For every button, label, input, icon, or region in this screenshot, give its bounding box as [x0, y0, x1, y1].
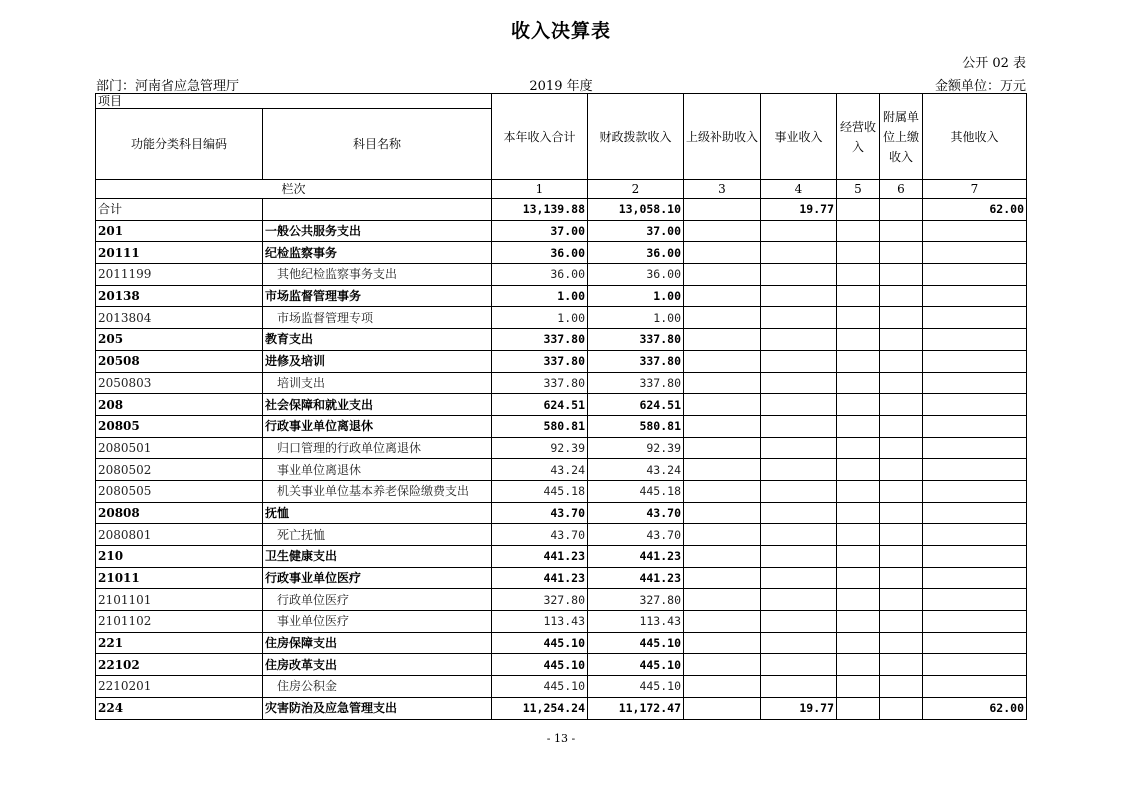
total-income-cell: 327.80 — [492, 589, 588, 611]
affiliate-income-cell — [880, 567, 923, 589]
affiliate-income-cell — [880, 611, 923, 633]
fiscal-income-cell: 37.00 — [588, 220, 684, 242]
operating-income-cell — [837, 372, 880, 394]
table-row — [96, 285, 1027, 307]
column-number: 3 — [684, 180, 761, 199]
other-income-cell — [923, 285, 1027, 307]
business-income-cell — [761, 350, 837, 372]
superior-subsidy-cell — [684, 307, 761, 329]
operating-income-cell — [837, 589, 880, 611]
operating-income-cell — [837, 242, 880, 264]
operating-income-cell — [837, 546, 880, 568]
business-income-cell — [761, 480, 837, 502]
business-income-cell — [761, 242, 837, 264]
superior-subsidy-cell — [684, 220, 761, 242]
superior-subsidy-cell — [684, 567, 761, 589]
fiscal-income-cell: 445.10 — [588, 676, 684, 698]
superior-subsidy-cell — [684, 654, 761, 676]
table-row — [96, 589, 1027, 611]
business-income-cell — [761, 654, 837, 676]
code-cell: 201 — [96, 220, 263, 242]
fiscal-income-cell: 13,058.10 — [588, 199, 684, 221]
business-income-cell — [761, 264, 837, 286]
superior-subsidy-cell — [684, 697, 761, 719]
business-income-cell — [761, 415, 837, 437]
code-cell: 2080505 — [96, 480, 263, 502]
fiscal-income-cell: 43.70 — [588, 524, 684, 546]
operating-income-cell — [837, 307, 880, 329]
total-income-cell: 441.23 — [492, 567, 588, 589]
business-income-cell — [761, 632, 837, 654]
affiliate-income-cell — [880, 415, 923, 437]
business-income-cell — [761, 307, 837, 329]
business-income-cell — [761, 394, 837, 416]
code-cell: 20508 — [96, 350, 263, 372]
name-cell: 灾害防治及应急管理支出 — [263, 697, 492, 719]
header-column-label: 栏次 — [96, 180, 492, 199]
name-cell: 住房保障支出 — [263, 632, 492, 654]
fiscal-income-cell: 441.23 — [588, 546, 684, 568]
fiscal-income-cell: 337.80 — [588, 372, 684, 394]
table-row — [96, 502, 1027, 524]
name-cell: 培训支出 — [263, 372, 492, 394]
name-cell: 死亡抚恤 — [263, 524, 492, 546]
fiscal-income-cell: 580.81 — [588, 415, 684, 437]
name-cell: 行政事业单位医疗 — [263, 567, 492, 589]
name-cell: 市场监督管理专项 — [263, 307, 492, 329]
business-income-cell — [761, 437, 837, 459]
table-row — [96, 264, 1027, 286]
fiscal-income-cell: 43.70 — [588, 502, 684, 524]
code-cell: 合计 — [96, 199, 263, 221]
operating-income-cell — [837, 632, 880, 654]
total-income-cell: 1.00 — [492, 307, 588, 329]
superior-subsidy-cell — [684, 437, 761, 459]
superior-subsidy-cell — [684, 459, 761, 481]
other-income-cell: 62.00 — [923, 199, 1027, 221]
table-row — [96, 199, 1027, 221]
fiscal-income-cell: 11,172.47 — [588, 697, 684, 719]
table-row — [96, 220, 1027, 242]
operating-income-cell — [837, 459, 880, 481]
table-row — [96, 307, 1027, 329]
name-cell: 住房公积金 — [263, 676, 492, 698]
operating-income-cell — [837, 502, 880, 524]
other-income-cell — [923, 480, 1027, 502]
name-cell: 住房改革支出 — [263, 654, 492, 676]
fiscal-income-cell: 92.39 — [588, 437, 684, 459]
total-income-cell: 337.80 — [492, 350, 588, 372]
table-row — [96, 697, 1027, 719]
superior-subsidy-cell — [684, 350, 761, 372]
code-cell: 2080801 — [96, 524, 263, 546]
other-income-cell — [923, 459, 1027, 481]
column-number: 6 — [880, 180, 923, 199]
total-income-cell: 580.81 — [492, 415, 588, 437]
column-number: 1 — [492, 180, 588, 199]
page-title: 收入决算表 — [510, 20, 611, 42]
total-income-cell: 445.10 — [492, 654, 588, 676]
other-income-cell — [923, 350, 1027, 372]
header-other-income: 其他收入 — [923, 94, 1027, 180]
total-income-cell: 337.80 — [492, 329, 588, 351]
other-income-cell — [923, 329, 1027, 351]
fiscal-income-cell: 445.18 — [588, 480, 684, 502]
operating-income-cell — [837, 264, 880, 286]
operating-income-cell — [837, 611, 880, 633]
affiliate-income-cell — [880, 285, 923, 307]
affiliate-income-cell — [880, 654, 923, 676]
operating-income-cell — [837, 394, 880, 416]
table-row — [96, 415, 1027, 437]
name-cell: 一般公共服务支出 — [263, 220, 492, 242]
other-income-cell — [923, 632, 1027, 654]
operating-income-cell — [837, 415, 880, 437]
affiliate-income-cell — [880, 350, 923, 372]
fiscal-income-cell: 113.43 — [588, 611, 684, 633]
table-row — [96, 567, 1027, 589]
table-row — [96, 372, 1027, 394]
superior-subsidy-cell — [684, 264, 761, 286]
operating-income-cell — [837, 676, 880, 698]
name-cell: 机关事业单位基本养老保险缴费支出 — [263, 480, 492, 502]
table-row — [96, 350, 1027, 372]
operating-income-cell — [837, 329, 880, 351]
name-cell: 行政单位医疗 — [263, 589, 492, 611]
superior-subsidy-cell — [684, 546, 761, 568]
superior-subsidy-cell — [684, 611, 761, 633]
affiliate-income-cell — [880, 697, 923, 719]
table-row — [96, 459, 1027, 481]
superior-subsidy-cell — [684, 480, 761, 502]
business-income-cell — [761, 459, 837, 481]
page-number: - 13 - — [546, 732, 576, 745]
superior-subsidy-cell — [684, 372, 761, 394]
business-income-cell — [761, 220, 837, 242]
header-code: 功能分类科目编码 — [96, 109, 263, 180]
business-income-cell — [761, 611, 837, 633]
year-label: 2019 年度 — [529, 79, 593, 94]
business-income-cell: 19.77 — [761, 199, 837, 221]
other-income-cell — [923, 307, 1027, 329]
name-cell — [263, 199, 492, 221]
operating-income-cell — [837, 697, 880, 719]
fiscal-income-cell: 327.80 — [588, 589, 684, 611]
affiliate-income-cell — [880, 307, 923, 329]
operating-income-cell — [837, 437, 880, 459]
table-row — [96, 524, 1027, 546]
form-code: 公开 02 表 — [962, 56, 1026, 71]
code-cell: 20111 — [96, 242, 263, 264]
code-cell: 20138 — [96, 285, 263, 307]
other-income-cell — [923, 676, 1027, 698]
superior-subsidy-cell — [684, 394, 761, 416]
business-income-cell — [761, 329, 837, 351]
superior-subsidy-cell — [684, 415, 761, 437]
name-cell: 纪检监察事务 — [263, 242, 492, 264]
other-income-cell — [923, 654, 1027, 676]
other-income-cell — [923, 567, 1027, 589]
name-cell: 事业单位离退休 — [263, 459, 492, 481]
total-income-cell: 445.10 — [492, 676, 588, 698]
operating-income-cell — [837, 524, 880, 546]
fiscal-income-cell: 1.00 — [588, 307, 684, 329]
header-business-income: 事业收入 — [761, 94, 837, 180]
other-income-cell: 62.00 — [923, 697, 1027, 719]
table-row — [96, 242, 1027, 264]
affiliate-income-cell — [880, 589, 923, 611]
code-cell: 205 — [96, 329, 263, 351]
table-row — [96, 329, 1027, 351]
total-income-cell: 445.18 — [492, 480, 588, 502]
fiscal-income-cell: 43.24 — [588, 459, 684, 481]
name-cell: 抚恤 — [263, 502, 492, 524]
affiliate-income-cell — [880, 394, 923, 416]
business-income-cell: 19.77 — [761, 697, 837, 719]
total-income-cell: 441.23 — [492, 546, 588, 568]
total-income-cell: 37.00 — [492, 220, 588, 242]
header-name: 科目名称 — [263, 109, 492, 180]
superior-subsidy-cell — [684, 285, 761, 307]
affiliate-income-cell — [880, 242, 923, 264]
operating-income-cell — [837, 199, 880, 221]
superior-subsidy-cell — [684, 676, 761, 698]
total-income-cell: 43.24 — [492, 459, 588, 481]
other-income-cell — [923, 502, 1027, 524]
operating-income-cell — [837, 350, 880, 372]
table-row — [96, 480, 1027, 502]
header-superior-subsidy: 上级补助收入 — [684, 94, 761, 180]
code-cell: 210 — [96, 546, 263, 568]
total-income-cell: 337.80 — [492, 372, 588, 394]
header-affiliate-income: 附属单位上缴收入 — [880, 94, 923, 180]
table-row — [96, 437, 1027, 459]
name-cell: 卫生健康支出 — [263, 546, 492, 568]
column-number: 5 — [837, 180, 880, 199]
superior-subsidy-cell — [684, 589, 761, 611]
affiliate-income-cell — [880, 372, 923, 394]
business-income-cell — [761, 676, 837, 698]
affiliate-income-cell — [880, 632, 923, 654]
affiliate-income-cell — [880, 546, 923, 568]
other-income-cell — [923, 394, 1027, 416]
code-cell: 2101101 — [96, 589, 263, 611]
total-income-cell: 13,139.88 — [492, 199, 588, 221]
superior-subsidy-cell — [684, 632, 761, 654]
code-cell: 21011 — [96, 567, 263, 589]
code-cell: 22102 — [96, 654, 263, 676]
affiliate-income-cell — [880, 437, 923, 459]
total-income-cell: 624.51 — [492, 394, 588, 416]
other-income-cell — [923, 220, 1027, 242]
affiliate-income-cell — [880, 329, 923, 351]
name-cell: 市场监督管理事务 — [263, 285, 492, 307]
fiscal-income-cell: 36.00 — [588, 242, 684, 264]
other-income-cell — [923, 242, 1027, 264]
name-cell: 归口管理的行政单位离退休 — [263, 437, 492, 459]
superior-subsidy-cell — [684, 242, 761, 264]
header-item: 项目 — [96, 94, 492, 109]
code-cell: 221 — [96, 632, 263, 654]
code-cell: 2011199 — [96, 264, 263, 286]
table-row — [96, 611, 1027, 633]
total-income-cell: 36.00 — [492, 264, 588, 286]
total-income-cell: 43.70 — [492, 524, 588, 546]
header-operating-income: 经营收入 — [837, 94, 880, 180]
other-income-cell — [923, 524, 1027, 546]
code-cell: 2050803 — [96, 372, 263, 394]
fiscal-income-cell: 1.00 — [588, 285, 684, 307]
operating-income-cell — [837, 567, 880, 589]
code-cell: 20808 — [96, 502, 263, 524]
code-cell: 224 — [96, 697, 263, 719]
other-income-cell — [923, 372, 1027, 394]
other-income-cell — [923, 264, 1027, 286]
column-number: 2 — [588, 180, 684, 199]
code-cell: 2101102 — [96, 611, 263, 633]
fiscal-income-cell: 445.10 — [588, 654, 684, 676]
fiscal-income-cell: 337.80 — [588, 329, 684, 351]
affiliate-income-cell — [880, 502, 923, 524]
code-cell: 20805 — [96, 415, 263, 437]
name-cell: 行政事业单位离退休 — [263, 415, 492, 437]
affiliate-income-cell — [880, 480, 923, 502]
total-income-cell: 92.39 — [492, 437, 588, 459]
total-income-cell: 43.70 — [492, 502, 588, 524]
business-income-cell — [761, 285, 837, 307]
business-income-cell — [761, 589, 837, 611]
business-income-cell — [761, 546, 837, 568]
operating-income-cell — [837, 285, 880, 307]
affiliate-income-cell — [880, 676, 923, 698]
other-income-cell — [923, 437, 1027, 459]
header-fiscal-income: 财政拨款收入 — [588, 94, 684, 180]
fiscal-income-cell: 337.80 — [588, 350, 684, 372]
name-cell: 其他纪检监察事务支出 — [263, 264, 492, 286]
other-income-cell — [923, 611, 1027, 633]
code-cell: 208 — [96, 394, 263, 416]
fiscal-income-cell: 624.51 — [588, 394, 684, 416]
table-row — [96, 394, 1027, 416]
table-row — [96, 546, 1027, 568]
header-total-income: 本年收入合计 — [492, 94, 588, 180]
affiliate-income-cell — [880, 220, 923, 242]
fiscal-income-cell: 445.10 — [588, 632, 684, 654]
superior-subsidy-cell — [684, 524, 761, 546]
column-number: 4 — [761, 180, 837, 199]
total-income-cell: 113.43 — [492, 611, 588, 633]
total-income-cell: 445.10 — [492, 632, 588, 654]
name-cell: 教育支出 — [263, 329, 492, 351]
code-cell: 2013804 — [96, 307, 263, 329]
other-income-cell — [923, 415, 1027, 437]
total-income-cell: 1.00 — [492, 285, 588, 307]
name-cell: 事业单位医疗 — [263, 611, 492, 633]
operating-income-cell — [837, 480, 880, 502]
total-income-cell: 36.00 — [492, 242, 588, 264]
fiscal-income-cell: 36.00 — [588, 264, 684, 286]
code-cell: 2080501 — [96, 437, 263, 459]
code-cell: 2080502 — [96, 459, 263, 481]
table-row — [96, 676, 1027, 698]
column-number: 7 — [923, 180, 1027, 199]
affiliate-income-cell — [880, 199, 923, 221]
name-cell: 社会保障和就业支出 — [263, 394, 492, 416]
business-income-cell — [761, 567, 837, 589]
fiscal-income-cell: 441.23 — [588, 567, 684, 589]
other-income-cell — [923, 589, 1027, 611]
affiliate-income-cell — [880, 264, 923, 286]
business-income-cell — [761, 524, 837, 546]
operating-income-cell — [837, 220, 880, 242]
business-income-cell — [761, 502, 837, 524]
superior-subsidy-cell — [684, 199, 761, 221]
unit-label: 金额单位：万元 — [934, 79, 1026, 94]
other-income-cell — [923, 546, 1027, 568]
name-cell: 进修及培训 — [263, 350, 492, 372]
table-row — [96, 632, 1027, 654]
department-label: 部门：河南省应急管理厅 — [96, 79, 240, 94]
superior-subsidy-cell — [684, 502, 761, 524]
total-income-cell: 11,254.24 — [492, 697, 588, 719]
table-row — [96, 654, 1027, 676]
affiliate-income-cell — [880, 524, 923, 546]
income-table — [95, 93, 1027, 720]
affiliate-income-cell — [880, 459, 923, 481]
code-cell: 2210201 — [96, 676, 263, 698]
operating-income-cell — [837, 654, 880, 676]
business-income-cell — [761, 372, 837, 394]
superior-subsidy-cell — [684, 329, 761, 351]
